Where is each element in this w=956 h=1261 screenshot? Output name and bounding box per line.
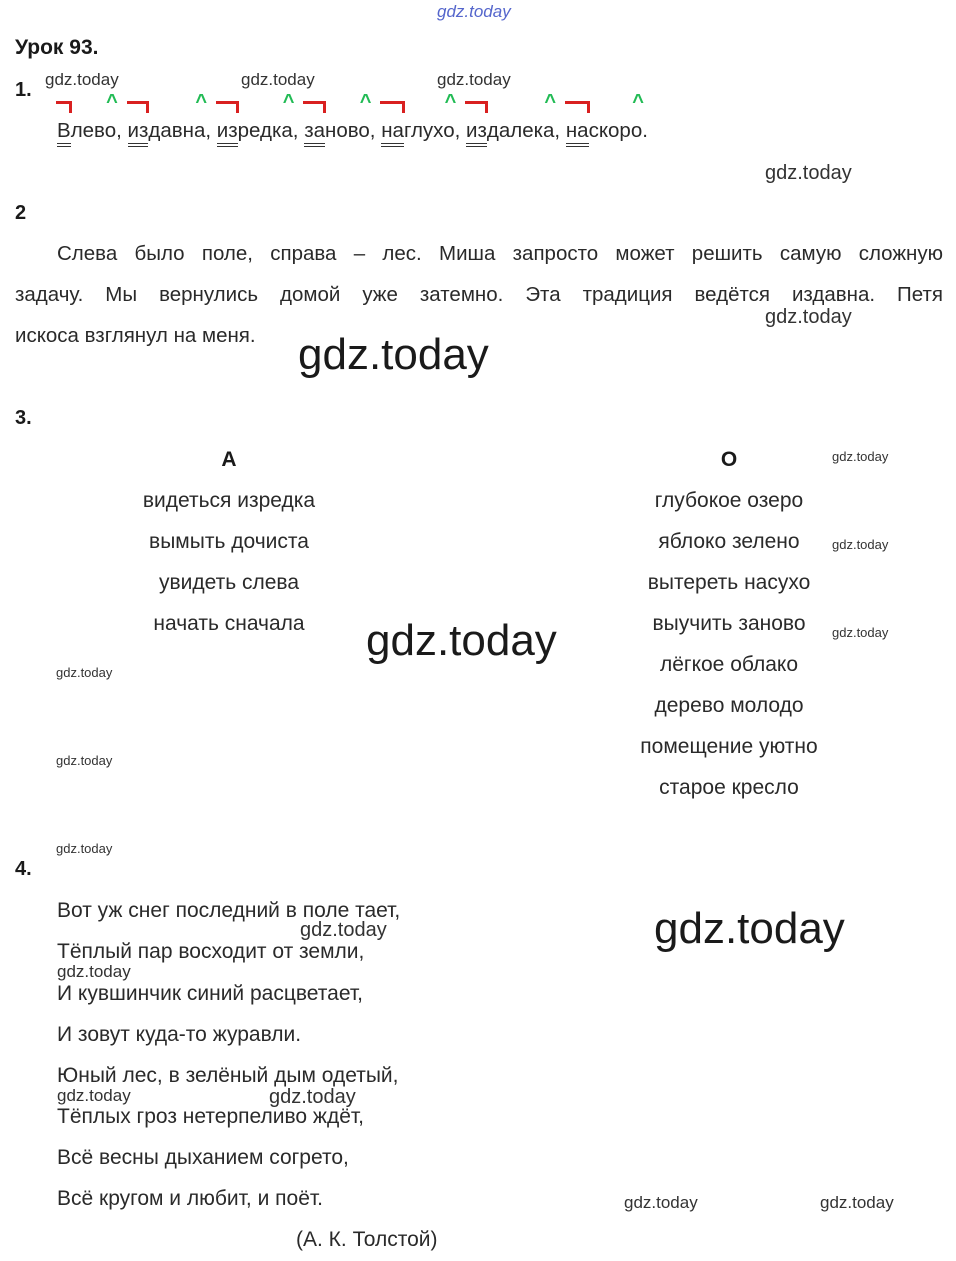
column-o-item: старое кресло [659,776,799,799]
watermark-large: gdz.today [298,330,489,379]
word-separator: , [369,119,382,142]
poem-line: Всё весны дыханием согрето, [57,1146,349,1169]
column-o-item: глубокое озеро [654,489,804,512]
poem-line: Тёплый пар восходит от земли, [57,940,365,963]
word-separator: , [454,119,467,142]
exercise-2-number: 2 [15,202,27,224]
word-rest: далека [486,119,555,142]
prefix: за [304,119,325,143]
exercise-4-number: 4. [15,858,32,880]
analyzed-word [57,119,116,142]
word-separator: . [642,119,648,142]
exercise-1-words [57,91,648,143]
prefix-mark-icon [465,101,488,113]
poem-line: И кувшинчик синий расцветает, [57,982,363,1005]
watermark: gdz.today [269,1086,356,1108]
column-a-item: начать сначала [153,612,305,635]
watermark-large: gdz.today [654,904,845,953]
word-rest: скоро [588,119,643,142]
analyzed-word [128,119,206,142]
exercise-1-number: 1. [15,79,32,101]
poem-line: Тёплых гроз нетерпеливо ждёт, [57,1105,365,1128]
watermark: gdz.today [624,1193,698,1212]
word-rest: лево [70,119,117,142]
word-separator: , [292,119,305,142]
prefix: из [217,119,238,143]
analyzed-word [566,119,642,142]
column-o-header: О [720,448,738,471]
column-o-item: яблоко зелено [658,530,800,553]
prefix: на [381,119,404,143]
column-a-item: вымыть дочиста [149,530,309,553]
word-separator: , [116,119,128,142]
prefix: В [57,119,71,143]
lesson-title: Урок 93. [15,36,99,59]
column-a-item: увидеть слева [158,571,300,594]
analyzed-word [381,119,454,142]
watermark: gdz.today [57,962,131,981]
exercise-2-line-2: задачу. Мы вернулись домой уже затемно. Эта традиция ведётся издавна. Петя [15,283,943,306]
exercise-3-number: 3. [15,407,32,429]
prefix-mark-icon [56,101,72,113]
watermark: gdz.today [57,1086,131,1105]
watermark: gdz.today [765,162,852,184]
watermark: gdz.today [241,70,315,89]
watermark-large: gdz.today [366,616,557,665]
watermark: gdz.today [300,919,387,941]
poem-line: Вот уж снег последний в поле тает, [57,899,401,922]
watermark: gdz.today [437,70,511,89]
watermark: gdz.today [832,625,889,640]
prefix: на [566,119,589,143]
watermark: gdz.today [45,70,119,89]
word-separator: , [205,119,217,142]
suffix-mark-icon: ^ [359,91,372,113]
prefix-mark-icon [380,101,405,113]
column-o-item: лёгкое облако [659,653,798,676]
poem-line: И зовут куда-то журавли. [57,1023,302,1046]
prefix: из [466,119,487,143]
analyzed-word [217,119,293,142]
word-rest: глухо [403,119,455,142]
column-a-item: видеться изредка [142,489,316,512]
suffix-mark-icon: ^ [106,91,118,113]
word-rest: ново [325,119,370,142]
watermark: gdz.today [56,665,113,680]
prefix-mark-icon [565,101,590,113]
analyzed-word [304,119,370,142]
watermark: gdz.today [820,1193,894,1212]
column-o-item: помещение уютно [640,735,818,758]
poem-author: (А. К. Толстой) [296,1228,438,1251]
watermark: gdz.today [56,753,113,768]
poem-line: Всё кругом и любит, и поёт. [57,1187,324,1210]
prefix-mark-icon [127,101,150,113]
suffix-mark-icon: ^ [195,91,208,113]
watermark: gdz.today [56,841,113,856]
watermark: gdz.today [765,306,852,328]
poem-line: Юный лес, в зелёный дым одетый, [57,1064,399,1087]
suffix-mark-icon: ^ [632,91,644,113]
prefix: из [128,119,149,143]
column-a-header: А [221,448,237,471]
word-separator: , [554,119,566,142]
watermark-top: gdz.today [437,2,511,21]
column-o-item: вытереть насухо [647,571,811,594]
watermark: gdz.today [832,537,889,552]
suffix-mark-icon: ^ [444,91,457,113]
word-rest: редка [237,119,293,142]
exercise-2-line-3: искоса взглянул на меня. [15,324,256,347]
analyzed-word [466,119,554,142]
watermark: gdz.today [832,449,889,464]
exercise-2-line-1: Слева было поле, справа – лес. Миша запросто может решить самую сложную [57,242,943,265]
suffix-mark-icon: ^ [544,91,557,113]
column-o-item: выучить заново [652,612,806,635]
prefix-mark-icon [303,101,326,113]
suffix-mark-icon: ^ [282,91,295,113]
word-rest: давна [148,119,206,142]
column-o-item: дерево молодо [654,694,804,717]
prefix-mark-icon [216,101,239,113]
